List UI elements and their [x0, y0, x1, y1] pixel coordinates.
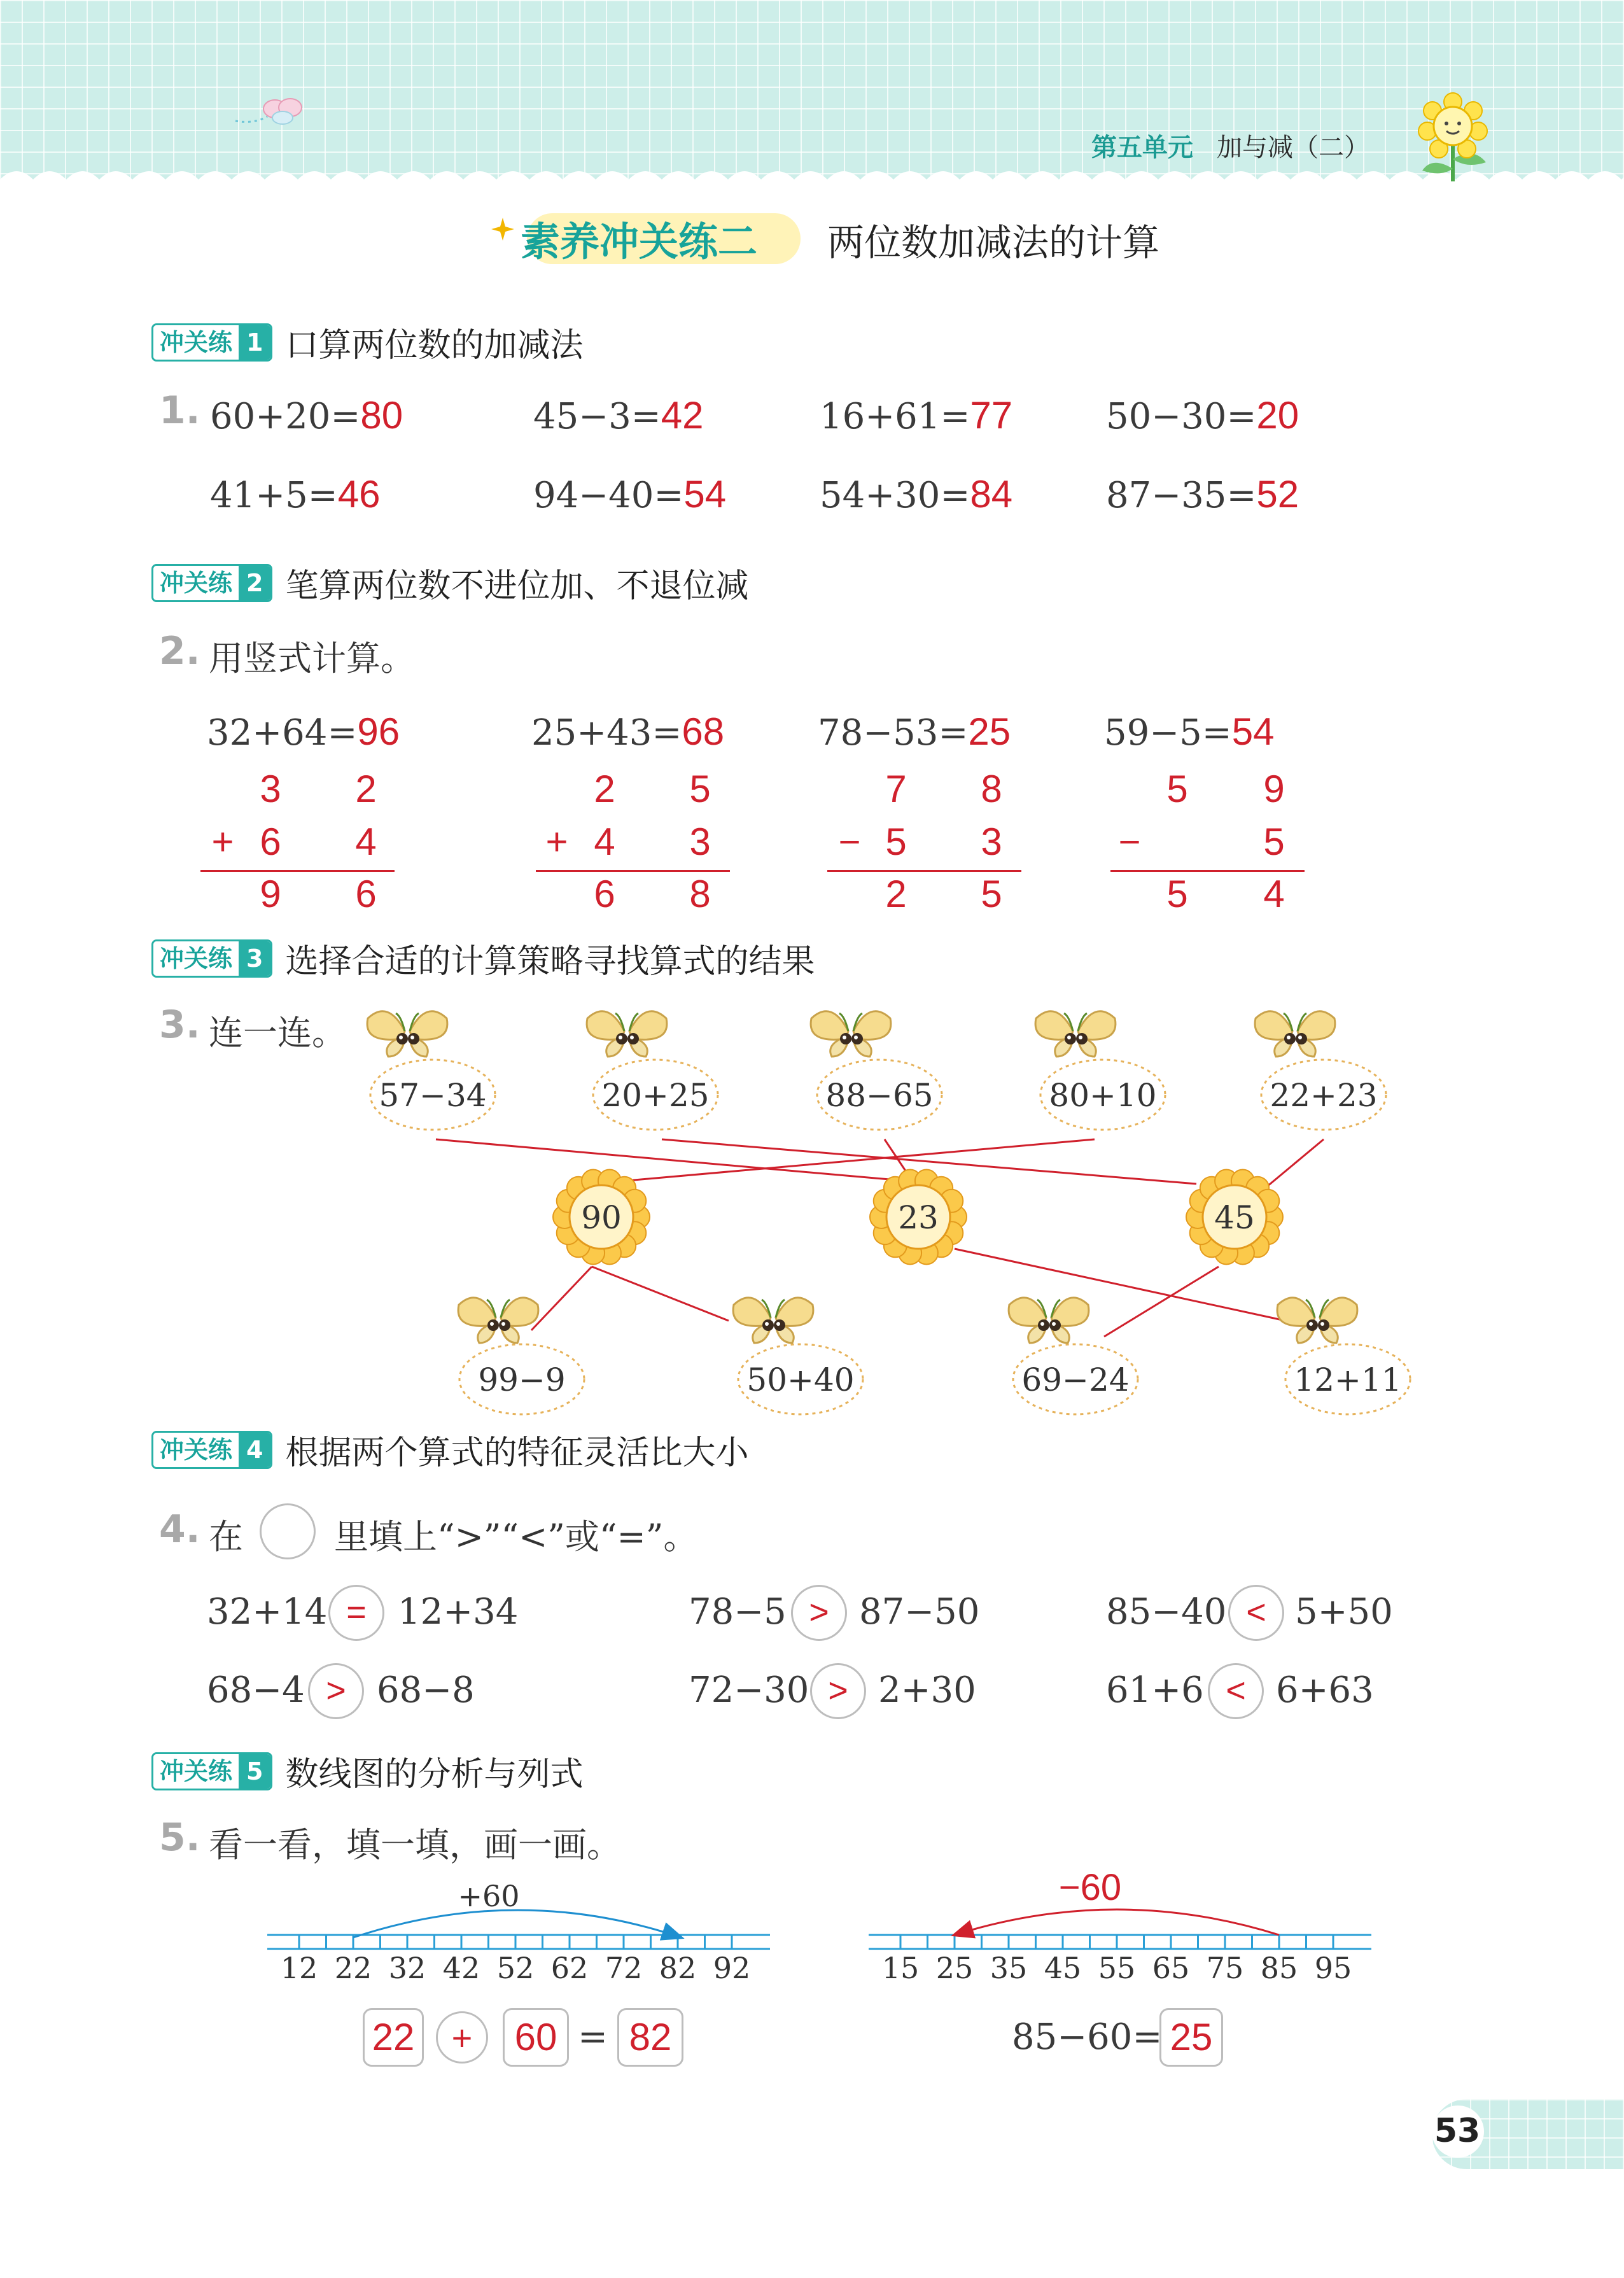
compare-left: 68−4	[207, 1670, 305, 1711]
section-title: 笔算两位数不进位加、不退位减	[285, 567, 749, 605]
answer: 54	[1231, 710, 1275, 753]
compare-sign[interactable]: =	[328, 1585, 384, 1641]
digit: 2	[885, 873, 907, 915]
expr-label: 20+25	[601, 1077, 710, 1114]
answer: 20	[1256, 394, 1299, 437]
tick-label: 15	[881, 1951, 920, 1985]
tick-label: 85	[1260, 1951, 1298, 1985]
compare-sign[interactable]: <	[1208, 1663, 1264, 1719]
section-title: 选择合适的计算策略寻找算式的结果	[285, 943, 815, 981]
expr-label: 12+11	[1294, 1361, 1402, 1398]
question-number: 5.	[159, 1815, 200, 1860]
equation-expr: 50−30=	[1106, 396, 1257, 437]
tick-label: 12	[280, 1951, 318, 1985]
tick-label: 32	[388, 1951, 426, 1985]
tick-label: 95	[1314, 1951, 1352, 1985]
tick-label: 55	[1098, 1951, 1136, 1985]
section-title: 根据两个算式的特征灵活比大小	[285, 1434, 749, 1472]
expr-label: 57−34	[379, 1077, 487, 1114]
tick-label: 25	[935, 1951, 974, 1985]
digit: 5	[689, 768, 711, 810]
equation-expr: 16+61=	[820, 396, 970, 437]
answer: 77	[970, 394, 1013, 437]
equation-expr: 87−35=	[1106, 475, 1257, 516]
section-tag: 冲关练	[153, 941, 239, 976]
arc-label: −60	[1058, 1867, 1122, 1908]
question-text: 用竖式计算。	[209, 638, 415, 678]
equation-expr: 32+64=	[207, 712, 358, 754]
section-number: 2	[239, 566, 270, 600]
digit: 4	[594, 820, 615, 863]
digit: 3	[981, 820, 1002, 863]
digit: 3	[260, 768, 281, 810]
section-title: 数线图的分析与列式	[285, 1755, 584, 1794]
digit: 2	[355, 768, 377, 810]
digit: 4	[355, 820, 377, 863]
digit: 8	[689, 873, 711, 915]
section-number: 5	[239, 1754, 270, 1789]
compare-right: 6+63	[1276, 1670, 1374, 1711]
equation-expr: 25+43=	[531, 712, 682, 754]
equation-expr: 59−5=	[1104, 712, 1232, 754]
digit: 7	[885, 768, 907, 810]
compare-sign[interactable]: >	[308, 1663, 364, 1719]
digit: 9	[260, 873, 281, 915]
question-number: 4.	[159, 1507, 200, 1552]
digit: 8	[981, 768, 1002, 810]
section-tag: 冲关练	[153, 1754, 239, 1789]
expr-label: 88−65	[825, 1077, 934, 1114]
question-number: 2.	[159, 629, 200, 673]
compare-sign[interactable]: >	[810, 1663, 866, 1719]
answer-box[interactable]: 22	[363, 2008, 424, 2067]
question-text: 里填上“>”“<”或“=”。	[334, 1517, 698, 1557]
tick-label: 82	[659, 1951, 697, 1985]
arc-label: +60	[458, 1879, 520, 1913]
answer: 42	[661, 394, 704, 437]
equals-sign: =	[578, 2016, 608, 2058]
equation-expr: 60+20=	[210, 396, 361, 437]
tick-label: 42	[442, 1951, 480, 1985]
result-label: 45	[1214, 1199, 1255, 1236]
digit: 5	[981, 873, 1002, 915]
tick-label: 45	[1044, 1951, 1082, 1985]
section-tag: 冲关练	[153, 566, 239, 600]
operator: +	[545, 820, 568, 863]
tick-label: 22	[334, 1951, 372, 1985]
digit: 3	[689, 820, 711, 863]
digit: 4	[1263, 873, 1285, 915]
tick-label: 72	[605, 1951, 643, 1985]
tick-label: 65	[1152, 1951, 1190, 1985]
tick-label: 52	[496, 1951, 535, 1985]
question-text: 连一连。	[209, 1013, 346, 1053]
equation-expr: 78−53=	[818, 712, 969, 754]
tick-label: 75	[1206, 1951, 1244, 1985]
digit: 5	[1263, 820, 1285, 863]
equation-expr: 54+30=	[820, 475, 970, 516]
operator: −	[838, 820, 861, 863]
section-number: 3	[239, 941, 270, 976]
result-label: 23	[898, 1199, 939, 1236]
answer: 25	[968, 710, 1011, 753]
expr-label: 80+10	[1049, 1077, 1157, 1114]
question-number: 3.	[159, 1002, 200, 1047]
answer: 54	[683, 473, 727, 516]
compare-right: 5+50	[1295, 1591, 1393, 1633]
tick-label: 62	[550, 1951, 589, 1985]
answer-box[interactable]: 60	[503, 2008, 569, 2067]
digit: 5	[885, 820, 907, 863]
compare-sign[interactable]: <	[1228, 1585, 1284, 1641]
compare-sign[interactable]: >	[791, 1585, 847, 1641]
compare-right: 68−8	[377, 1670, 475, 1711]
digit: 2	[594, 768, 615, 810]
section-title: 口算两位数的加减法	[285, 327, 584, 365]
question-number: 1.	[159, 388, 200, 433]
unit-label: 第五单元	[1091, 133, 1193, 162]
result-label: 90	[581, 1199, 622, 1236]
question-text: 看一看，填一填，画一画。	[209, 1825, 621, 1865]
compare-left: 61+6	[1106, 1670, 1204, 1711]
equation-expr: 85−60=	[1012, 2016, 1163, 2058]
section-number: 4	[239, 1433, 270, 1467]
answer: 84	[970, 473, 1013, 516]
digit: 5	[1166, 873, 1188, 915]
operator-circle[interactable]: +	[436, 2011, 488, 2064]
compare-right: 2+30	[878, 1670, 976, 1711]
equation-expr: 41+5=	[210, 475, 338, 516]
equation-expr: 45−3=	[533, 396, 661, 437]
digit: 6	[594, 873, 615, 915]
digit: 5	[1166, 768, 1188, 810]
operator: +	[211, 820, 234, 863]
digit: 6	[260, 820, 281, 863]
answer: 46	[337, 473, 381, 516]
answer: 80	[360, 394, 403, 437]
compare-right: 12+34	[398, 1591, 519, 1633]
section-tag: 冲关练	[153, 325, 239, 360]
answer: 68	[682, 710, 725, 753]
tick-label: 35	[990, 1951, 1028, 1985]
expr-label: 50+40	[746, 1361, 855, 1398]
section-tag: 冲关练	[153, 1433, 239, 1467]
digit: 9	[1263, 768, 1285, 810]
expr-label: 22+23	[1270, 1077, 1378, 1114]
section-number: 1	[239, 325, 270, 360]
expr-label: 69−24	[1021, 1361, 1130, 1398]
answer-box[interactable]: 25	[1159, 2008, 1223, 2067]
compare-left: 32+14	[207, 1591, 328, 1633]
page-title: 素养冲关练二	[521, 218, 758, 265]
answer-box[interactable]: 82	[617, 2008, 683, 2067]
unit-topic: 加与减（二）	[1217, 133, 1369, 162]
compare-left: 78−5	[689, 1591, 787, 1633]
compare-left: 85−40	[1106, 1591, 1227, 1633]
answer: 52	[1256, 473, 1299, 516]
answer: 96	[357, 710, 400, 753]
compare-left: 72−30	[689, 1670, 809, 1711]
tick-label: 92	[713, 1951, 751, 1985]
operator: −	[1118, 820, 1141, 863]
page-number: 53	[1434, 2112, 1481, 2150]
page-subtitle: 两位数加减法的计算	[827, 221, 1160, 264]
digit: 6	[355, 873, 377, 915]
expr-label: 99−9	[478, 1361, 566, 1398]
equation-expr: 94−40=	[533, 475, 684, 516]
question-text: 在	[209, 1517, 243, 1557]
compare-right: 87−50	[859, 1591, 980, 1633]
